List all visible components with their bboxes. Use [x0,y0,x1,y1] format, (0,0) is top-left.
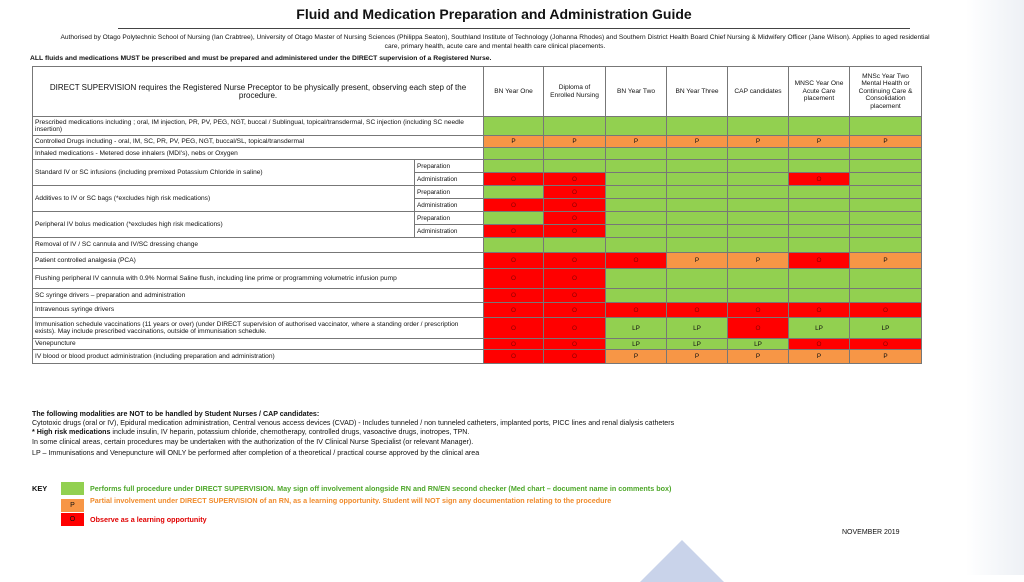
grid-cell [667,136,728,148]
grid-cell [667,238,728,253]
cell-code: P [883,257,888,264]
procedure-label: Prescribed medications including ; oral, IM injection, PR, PV, PEG, NGT, buccal / Sublingual, topical/transdermal, SC injection (including SC needle insertion) [33,117,484,136]
col-header: BN Year One [484,67,544,117]
cell-code: O [572,306,577,314]
must-be-prescribed-line: ALL fluids and medications MUST be prescribed and must be prepared and administered under the DIRECT supervision of a Registered Nurse. [30,55,492,62]
document-date: NOVEMBER 2019 [842,529,900,536]
key-swatch-orange: P [61,499,84,512]
procedure-label: Flushing peripheral IV cannula with 0.9% Normal Saline flush, including line prime or programming volumetric infusion pump [33,269,484,289]
grid-cell [484,289,544,303]
cell-code: O [883,340,888,348]
table-row [33,289,922,303]
table-row [33,238,922,253]
grid-cell [606,186,667,199]
grid-cell [728,136,789,148]
key-text-red: Observe as a learning opportunity [90,515,207,524]
grid-cell [667,303,728,318]
procedure-label: Venepuncture [33,339,484,350]
grid-cell [850,148,922,160]
cell-code: O [572,324,577,332]
grid-cell [850,136,922,148]
col-header: CAP candidates [728,67,789,117]
cell-code: LP [881,324,890,332]
grid-cell [606,289,667,303]
grid-cell [606,225,667,238]
grid-cell [728,253,789,269]
grid-cell [667,117,728,136]
grid-cell [789,303,850,318]
cell-code: O [572,214,577,222]
grid-cell [544,173,606,186]
procedure-label: Intravenous syringe drivers [33,303,484,318]
cell-code: O [572,175,577,183]
cell-code: P [755,353,761,360]
grid-cell [544,136,606,148]
key-swatch-green [61,482,84,495]
cell-code: O [511,257,516,264]
grid-cell [728,212,789,225]
grid-cell [667,148,728,160]
procedure-label: Patient controlled analgesia (PCA) [33,253,484,269]
grid-cell [728,148,789,160]
grid-cell [606,318,667,339]
cell-code: P [755,257,761,264]
grid-cell [484,212,544,225]
cell-code: P [883,138,888,145]
sub-step-label: Preparation [415,160,484,173]
grid-cell [544,225,606,238]
cell-code: O [572,227,577,235]
procedure-label: Standard IV or SC infusions (including premixed Potassium Chloride in saline) [33,160,415,186]
cell-code: O [572,188,577,196]
grid-cell [606,238,667,253]
grid-cell [484,136,544,148]
grid-cell [606,199,667,212]
table-row [33,136,922,148]
high-risk-label: * High risk medications [32,427,111,436]
grid-cell [850,225,922,238]
grid-cell [606,253,667,269]
grid-cell [544,303,606,318]
grid-cell [606,350,667,364]
cell-code: P [633,353,639,360]
grid-cell [728,117,789,136]
grid-cell [484,186,544,199]
grid-cell [728,199,789,212]
cell-code: O [816,340,822,348]
grid-cell [484,318,544,339]
grid-cell [606,136,667,148]
cell-code: O [572,340,577,348]
direct-supervision-header: DIRECT SUPERVISION requires the Registered Nurse Preceptor to be physically present, observing each step of the procedure. [33,67,484,117]
grid-cell [667,186,728,199]
notes-block [32,410,902,458]
grid-cell [606,117,667,136]
supervision-table [32,66,922,364]
grid-cell [544,186,606,199]
grid-cell [789,136,850,148]
procedure-label: Immunisation schedule vaccinations (11 years or over) (under DIRECT supervision of authorised vaccinator, where a standing order / prescription exists). May include prescribed vaccinations, outside of immunisation schedule. [33,318,484,339]
grid-cell [850,186,922,199]
decorative-triangle [640,540,724,582]
cell-code: O [511,201,516,209]
grid-cell [606,173,667,186]
grid-cell [484,339,544,350]
right-edge-shading [966,0,1024,575]
grid-cell [544,212,606,225]
grid-cell [484,238,544,253]
grid-cell [728,173,789,186]
grid-cell [667,289,728,303]
sub-step-label: Administration [415,225,484,238]
grid-cell [789,186,850,199]
cell-code: LP [693,340,701,348]
grid-cell [667,225,728,238]
cell-code: O [572,257,577,264]
cell-code: P [883,353,888,360]
grid-cell [484,350,544,364]
grid-cell [667,160,728,173]
grid-cell [667,339,728,350]
grid-cell [606,339,667,350]
cell-code: O [511,292,516,299]
cell-code: O [816,175,822,183]
cell-code: O [511,340,516,348]
grid-cell [728,350,789,364]
col-header: BN Year Three [667,67,728,117]
grid-cell [728,186,789,199]
grid-cell [789,269,850,289]
cell-code: O [572,292,577,299]
table-row [33,148,922,160]
sub-step-label: Preparation [415,212,484,225]
sub-step-label: Administration [415,199,484,212]
grid-cell [850,339,922,350]
grid-cell [789,253,850,269]
table-row [33,212,922,225]
grid-cell [850,160,922,173]
grid-cell [728,318,789,339]
grid-cell [606,269,667,289]
sub-step-label: Administration [415,173,484,186]
grid-cell [544,117,606,136]
cell-code: O [511,306,516,314]
cell-code: O [816,257,822,264]
procedure-label: Removal of IV / SC cannula and IV/SC dressing change [33,238,484,253]
grid-cell [544,160,606,173]
cell-code: LP [632,340,640,348]
grid-cell [606,303,667,318]
key-text-green: Performs full procedure under DIRECT SUPERVISION. May sign off involvement alongside RN and RN/EN second checker (Med chart – document name in comments box) [90,484,672,493]
cell-code: O [633,306,639,314]
table-row [33,160,922,173]
procedure-label: Controlled Drugs including - oral, IM, SC, PR, PV, PEG, NGT, buccal/SL, topical/transdermal [33,136,484,148]
grid-cell [789,160,850,173]
grid-cell [667,253,728,269]
grid-cell [728,269,789,289]
procedure-label: Inhaled medications - Metered dose inhalers (MDI's), nebs or Oxygen [33,148,484,160]
grid-cell [850,212,922,225]
grid-cell [667,173,728,186]
grid-cell [667,350,728,364]
grid-cell [850,199,922,212]
col-header: MNSC Year One Acute Care placement [789,67,850,117]
grid-cell [544,350,606,364]
grid-cell [850,253,922,269]
cell-code: LP [815,324,823,332]
grid-cell [484,160,544,173]
cell-code: P [694,138,700,145]
cell-code: O [572,353,577,360]
grid-cell [789,318,850,339]
procedure-label: SC syringe drivers – preparation and administration [33,289,484,303]
cell-code: P [755,138,761,145]
notes-authorization: In some clinical areas, certain procedures may be undertaken with the authorization of the IV Clinical Nurse Specialist (or relevant Manager). [32,438,474,447]
grid-cell [850,289,922,303]
grid-cell [850,303,922,318]
cell-code: O [572,275,577,282]
authorisation-text: Authorised by Otago Polytechnic School of Nursing (Ian Crabtree), University of Otago Master of Nursing Sciences (Philippa Seaton), Southland Institute of Technology (Johanna Rhodes) and Southern District Health Board Chief Nursing & Midwifery Officer (Jane Wilson). Applies to aged residential care, primary health, acute care and mental health care clinical placements. [60,34,930,50]
title-rule [118,28,910,29]
grid-cell [667,199,728,212]
table-row [33,318,922,339]
cell-code: O [755,306,761,314]
cell-code: P [816,138,822,145]
high-risk-list: include insulin, IV heparin, potassium chloride, chemotherapy, controlled drugs, vasoactive drugs, inotropes, TPN. [110,427,470,436]
grid-cell [789,212,850,225]
grid-cell [667,212,728,225]
cell-code: P [694,257,700,264]
grid-cell [789,339,850,350]
table-row [33,117,922,136]
grid-cell [484,225,544,238]
grid-cell [850,269,922,289]
table-row [33,186,922,199]
cell-code: LP [632,324,640,332]
cell-code: O [816,306,822,314]
grid-cell [728,238,789,253]
col-header: MNSc Year Two Mental Health or Continuing Care & Consolidation placement [850,67,922,117]
grid-cell [484,199,544,212]
grid-cell [728,225,789,238]
key-swatch-red: O [61,513,84,526]
sub-step-label: Preparation [415,186,484,199]
grid-cell [544,269,606,289]
cell-code: O [755,324,761,332]
table-row [33,253,922,269]
grid-cell [544,289,606,303]
grid-cell [667,318,728,339]
cell-code: LP [693,324,701,332]
grid-cell [728,160,789,173]
grid-cell [544,253,606,269]
grid-cell [850,173,922,186]
cell-code: O [572,201,577,209]
grid-cell [850,117,922,136]
cell-code: P [572,138,577,145]
cell-code: O [694,306,700,314]
cell-code: O [511,324,516,332]
cell-code: O [883,306,888,314]
table-row [33,339,922,350]
cell-code: O [511,275,516,282]
grid-cell [544,199,606,212]
grid-cell [544,339,606,350]
table-row [33,303,922,318]
grid-cell [484,303,544,318]
page-title: Fluid and Medication Preparation and Administration Guide [296,6,692,22]
table-row [33,350,922,364]
grid-cell [728,339,789,350]
grid-cell [484,269,544,289]
procedure-label: IV blood or blood product administration (including preparation and administration) [33,350,484,364]
grid-cell [484,148,544,160]
grid-cell [789,199,850,212]
procedure-label: Additives to IV or SC bags (*excludes high risk medications) [33,186,415,212]
cell-code: O [511,175,516,183]
grid-cell [789,289,850,303]
grid-cell [544,148,606,160]
notes-high-risk [32,428,902,437]
notes-excluded-modalities: Cytotoxic drugs (oral or IV), Epidural medication administration, Central venous access devices (CVAD) - Includes tunneled / non tunneled catheters, implanted ports, PICC lines and renal dialysis catheters [32,418,675,427]
procedure-label: Peripheral IV bolus medication (*excludes high risk medications) [33,212,415,238]
grid-cell [850,238,922,253]
grid-cell [544,238,606,253]
grid-cell [789,350,850,364]
cell-code: O [511,227,516,235]
grid-cell [728,289,789,303]
grid-cell [728,303,789,318]
cell-code: P [511,138,516,145]
grid-cell [789,173,850,186]
grid-cell [789,225,850,238]
grid-cell [850,350,922,364]
key-title: KEY [32,484,48,493]
grid-cell [850,318,922,339]
col-header: BN Year Two [606,67,667,117]
grid-cell [789,238,850,253]
grid-cell [606,160,667,173]
key-text-orange: Partial involvement under DIRECT SUPERVISION of an RN, as a learning opportunity. Student will NOT sign any documentation relating to the procedure [90,496,612,505]
grid-cell [544,318,606,339]
col-header: Diploma of Enrolled Nursing [544,67,606,117]
cell-code: P [816,353,822,360]
cell-code: O [633,257,639,264]
cell-code: O [511,353,516,360]
notes-lp: LP – Immunisations and Venepuncture will ONLY be performed after completion of a theoretical / practical course approved by the clinical area [32,449,480,458]
grid-cell [606,212,667,225]
grid-cell [606,148,667,160]
grid-cell [484,173,544,186]
table-row [33,269,922,289]
grid-cell [667,269,728,289]
cell-code: P [633,138,639,145]
cell-code: P [694,353,700,360]
grid-cell [789,148,850,160]
grid-cell [484,253,544,269]
cell-code: LP [754,340,762,348]
grid-cell [484,117,544,136]
grid-cell [789,117,850,136]
notes-heading: The following modalities are NOT to be handled by Student Nurses / CAP candidates: [32,410,320,418]
